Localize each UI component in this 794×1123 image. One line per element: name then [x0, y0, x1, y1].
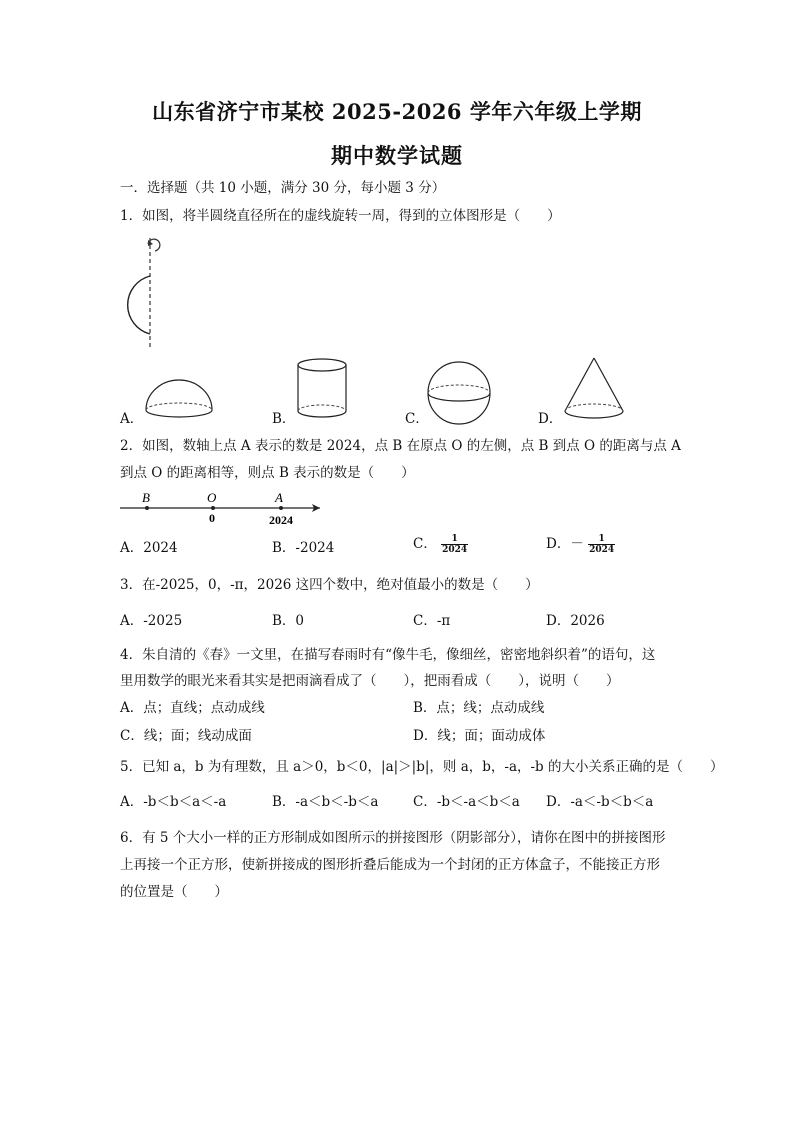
q4-option-d[interactable]: D．线；面；面动成体: [413, 728, 546, 744]
q1-option-b[interactable]: B．: [272, 411, 296, 427]
q1-option-d[interactable]: D．: [538, 411, 563, 427]
q3-option-c[interactable]: C．-π: [413, 613, 451, 629]
q1-option-c[interactable]: C．: [405, 411, 429, 427]
q2-option-a[interactable]: A．2024: [120, 540, 178, 556]
q2-option-d-label: D．－: [546, 536, 584, 552]
cylinder-icon: [294, 356, 354, 426]
q2-option-c[interactable]: [413, 534, 468, 555]
q5-option-c[interactable]: C．-b＜-a＜b＜a: [413, 794, 520, 810]
q1-option-a[interactable]: A．: [120, 411, 144, 427]
point-b-label: B: [142, 490, 150, 505]
question-4-stem-line1: 4．朱自清的《春》一文里，在描写春雨时有“像牛毛，像细丝，密密地斜织着”的语句，这: [120, 647, 656, 663]
q5-option-b[interactable]: B．-a＜b＜-b＜a: [272, 794, 379, 810]
number-line-figure: [120, 488, 330, 528]
question-4-stem-line2: 里用数学的眼光来看其实是把雨滴看成了（ ），把雨看成（ ），说明（ ）: [120, 673, 620, 689]
q2-option-c-label: C．: [413, 536, 437, 552]
question-2-stem-line2: 到点 O 的距离相等，则点 B 表示的数是（ ）: [120, 465, 415, 481]
question-5-stem: 5．已知 a，b 为有理数，且 a＞0，b＜0，|a|＞|b|，则 a，b，-a，-b 的大小关系正确的是（ ）: [120, 759, 724, 775]
q4-option-b[interactable]: B．点；线；点动成线: [413, 700, 545, 716]
question-6-stem-line2: 上再接一个正方形，使新拼接成的图形折叠后能成为一个封闭的正方体盒子，不能接正方形: [120, 857, 660, 873]
hemisphere-icon: [142, 378, 217, 423]
q5-option-a[interactable]: A．-b＜b＜a＜-a: [120, 794, 227, 810]
cone-icon: [560, 356, 630, 426]
tick-label-zero: 0: [209, 511, 215, 525]
q3-option-a[interactable]: A．-2025: [120, 613, 183, 629]
q2-option-b[interactable]: B．-2024: [272, 540, 335, 556]
q3-option-b[interactable]: B．0: [272, 613, 305, 629]
question-2-stem-line1: 2．如图，数轴上点 A 表示的数是 2024，点 B 在原点 O 的左侧，点 B 到点 O 的距离与点 A: [120, 438, 681, 454]
point-a-label: A: [275, 490, 283, 505]
question-1-stem: 1．如图，将半圆绕直径所在的虚线旋转一周，得到的立体图形是（ ）: [120, 208, 561, 224]
sphere-icon: [425, 360, 495, 430]
fraction: $\frac{1}{2024}$: [442, 534, 468, 555]
fraction: $\frac{1}{2024}$: [589, 534, 615, 555]
question-6-stem-line1: 6．有 5 个大小一样的正方形制成如图所示的拼接图形（阴影部分），请你在图中的拼接图形: [120, 830, 666, 846]
section-heading: 一．选择题（共 10 小题，满分 30 分，每小题 3 分）: [120, 180, 446, 196]
tick-label-2024: 2024: [269, 513, 293, 527]
semicircle-rotation-figure: [115, 236, 165, 351]
q2-option-d[interactable]: [546, 534, 615, 555]
q4-option-a[interactable]: A．点；直线；点动成线: [120, 700, 265, 716]
q5-option-d[interactable]: D．-a＜-b＜b＜a: [546, 794, 654, 810]
page-title: 山东省济宁市某校 2025-2026 学年六年级上学期: [152, 99, 642, 124]
question-6-stem-line3: 的位置是（ ）: [120, 884, 228, 900]
q3-option-d[interactable]: D．2026: [546, 613, 605, 629]
point-o-label: O: [207, 490, 217, 505]
question-3-stem: 3．在-2025，0，-π，2026 这四个数中，绝对值最小的数是（ ）: [120, 577, 539, 593]
page-subtitle: 期中数学试题: [331, 143, 463, 168]
q4-option-c[interactable]: C．线；面；线动成面: [120, 728, 252, 744]
